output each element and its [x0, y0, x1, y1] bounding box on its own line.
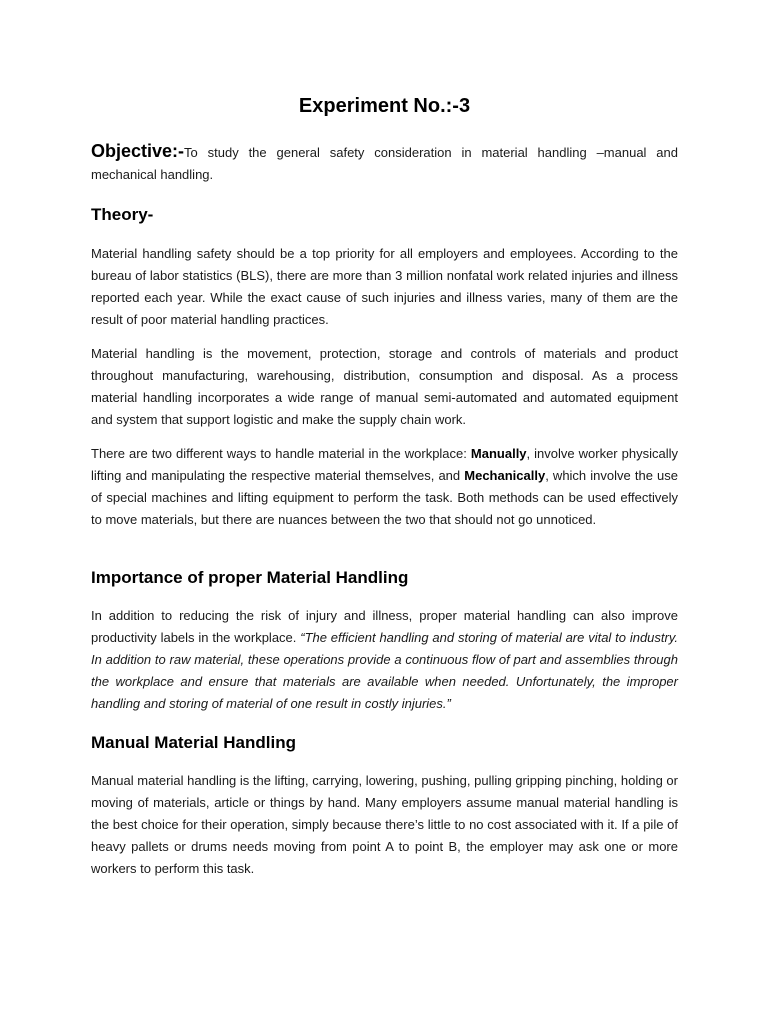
theory-p3-part2: , involve worker physically lifting and manipulating the respective material themselves, and — [91, 446, 679, 483]
term-mechanically: Mechanically — [464, 468, 546, 483]
importance-heading: Importance of proper Material Handling — [91, 568, 409, 587]
importance-lead: In addition to reducing the risk of injury and illness, proper material handling can also improve productivity labels in the workplace. — [91, 608, 678, 645]
theory-heading: Theory- — [91, 205, 154, 224]
theory-p3-part3: , which involve the use of special machines and lifting equipment to perform the task. Both methods can be used effectively to move materials, but there are nuances between the two that should not go unnoticed. — [91, 468, 678, 527]
objective-text: To study the general safety consideration in material handling –manual and mechanical handling. — [91, 145, 678, 182]
manual-paragraph: Manual material handling is the lifting, carrying, lowering, pushing, pulling gripping pinching, holding or moving of materials, article or things by hand. Many employers assume manual material handling is the best choice for their operation, simply because there’s little to no cost associated with it. If a pile of heavy pallets or drums needs moving from point A to point B, the employer may ask one or more workers to perform this task. — [91, 773, 678, 876]
theory-paragraph-2: Material handling is the movement, protection, storage and controls of materials and product throughout manufacturing, warehousing, distribution, consumption and disposal. As a process material handling incorporates a wide range of manual semi-automated and automated equipment and system that support logistic and make the supply chain work. — [91, 346, 678, 427]
objective-paragraph — [91, 140, 678, 186]
term-manually: Manually — [470, 446, 527, 461]
theory-paragraph-3 — [91, 443, 678, 531]
page-title: Experiment No.:-3 — [298, 95, 471, 117]
manual-heading: Manual Material Handling — [91, 733, 296, 752]
importance-quote: “The efficient handling and storing of material are vital to industry. In addition to raw material, these operations provide a continuous flow of part and assemblies through the workplace and ensure that materials are available when needed. Unfortunately, the improper handling and storing of material of one result in costly injuries.” — [91, 630, 678, 711]
importance-paragraph — [91, 605, 678, 715]
theory-p3-part1: There are two different ways to handle material in the workplace: — [91, 446, 471, 461]
objective-label: Objective:- — [91, 141, 185, 161]
theory-paragraph-1: Material handling safety should be a top priority for all employers and employees. According to the bureau of labor statistics (BLS), there are more than 3 million nonfatal work related injuries and illness reported each year. While the exact cause of such injuries and illness varies, many of them are the result of poor material handling practices. — [91, 246, 678, 327]
